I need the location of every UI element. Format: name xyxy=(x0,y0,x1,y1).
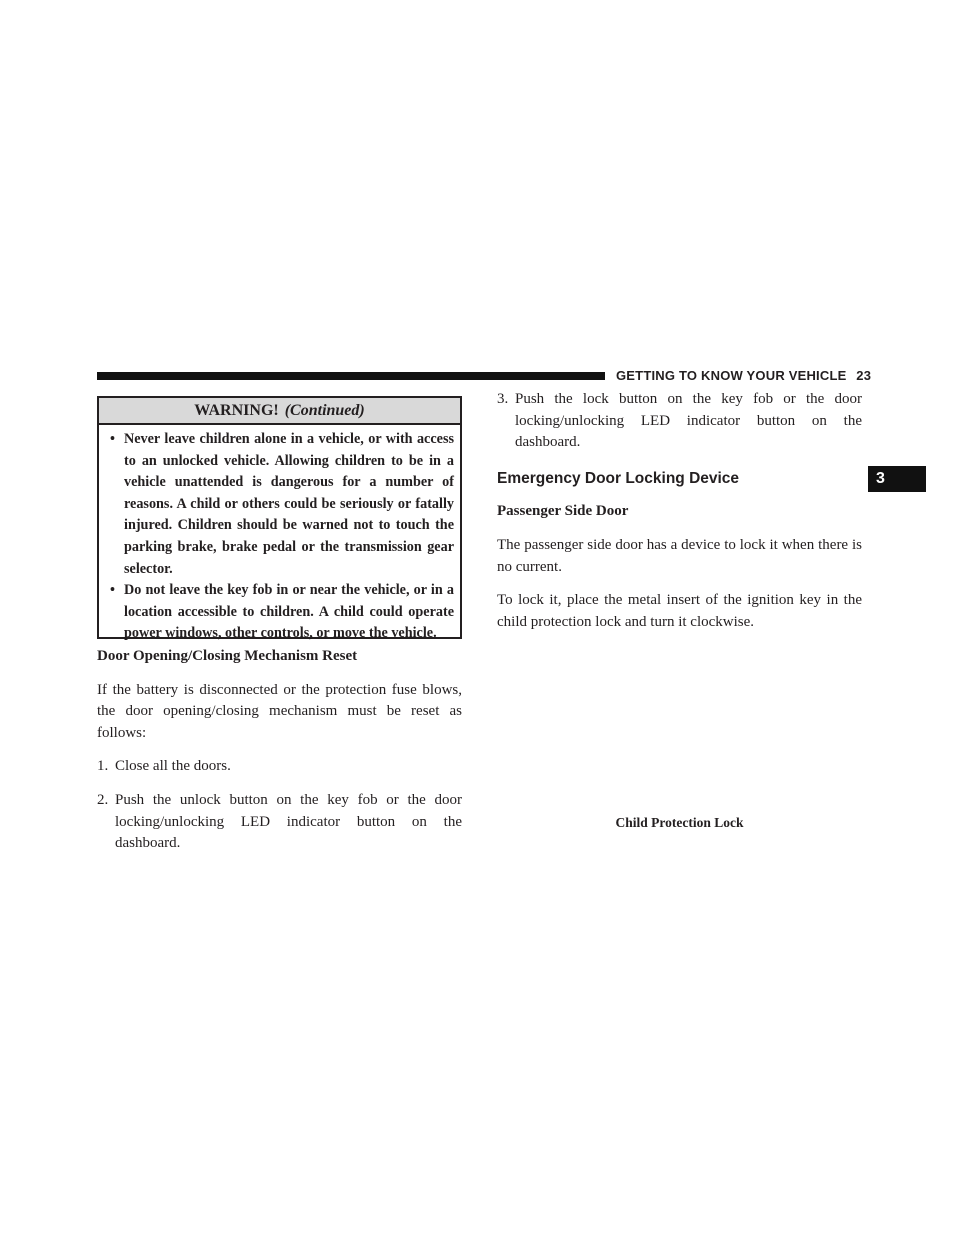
bullet-icon: • xyxy=(110,431,115,447)
warning-item-text: Never leave children alone in a vehicle, or with access to an unlocked vehicle. Allowing children to be in a vehicle unattended is dangerous for a number of reasons. A child or others could be seriously or fatally injured. Children should be warned not to touch the parking brake, brake pedal or the transmission gear selector. xyxy=(124,431,454,577)
left-column xyxy=(97,646,462,855)
step-number: 1. xyxy=(97,758,109,775)
warning-item xyxy=(105,429,454,580)
warning-item-text: Do not leave the key fob in or near the vehicle, or in a location accessible to children. A child could operate power windows, other controls, or move the vehicle. xyxy=(124,582,454,642)
bullet-icon: • xyxy=(110,582,115,599)
step-text: Push the lock button on the key fob or the door locking/unlocking LED indicator button on the dashboard. xyxy=(515,391,862,451)
page-number: 23 xyxy=(856,368,872,383)
right-column xyxy=(497,389,862,633)
step-text: Close all the doors. xyxy=(115,758,231,775)
step-number: 3. xyxy=(497,391,509,407)
door-reset-subheading: Door Opening/Closing Mechanism Reset xyxy=(97,648,358,664)
step-item xyxy=(97,790,462,855)
figure-caption: Child Protection Lock xyxy=(615,815,744,830)
warning-title: WARNING! xyxy=(194,402,279,419)
step-number: 2. xyxy=(97,791,109,808)
step-item xyxy=(97,756,462,778)
running-header xyxy=(616,368,871,383)
passenger-door-paragraph: The passenger side door has a device to lock it when there is no current. xyxy=(497,536,862,575)
step-item xyxy=(497,389,862,454)
warning-item xyxy=(105,580,454,645)
passenger-door-subheading: Passenger Side Door xyxy=(497,503,629,520)
chapter-tab: 3 xyxy=(868,466,926,492)
step-text: Push the unlock button on the key fob or the door locking/unlocking LED indicator button on the dashboard. xyxy=(115,791,462,852)
lock-instructions-paragraph: To lock it, place the metal insert of the ignition key in the child protection lock and turn it clockwise. xyxy=(497,592,862,630)
warning-header xyxy=(99,398,460,425)
emergency-locking-heading: Emergency Door Locking Device xyxy=(497,469,740,487)
warning-list xyxy=(99,425,460,645)
header-title: GETTING TO KNOW YOUR VEHICLE xyxy=(616,368,847,383)
door-reset-intro: If the battery is disconnected or the protection fuse blows, the door opening/closing mechanism must be reset as follows: xyxy=(97,681,462,741)
warning-box xyxy=(97,396,462,642)
warning-continued: (Continued) xyxy=(284,402,365,419)
header-rule xyxy=(97,372,605,380)
